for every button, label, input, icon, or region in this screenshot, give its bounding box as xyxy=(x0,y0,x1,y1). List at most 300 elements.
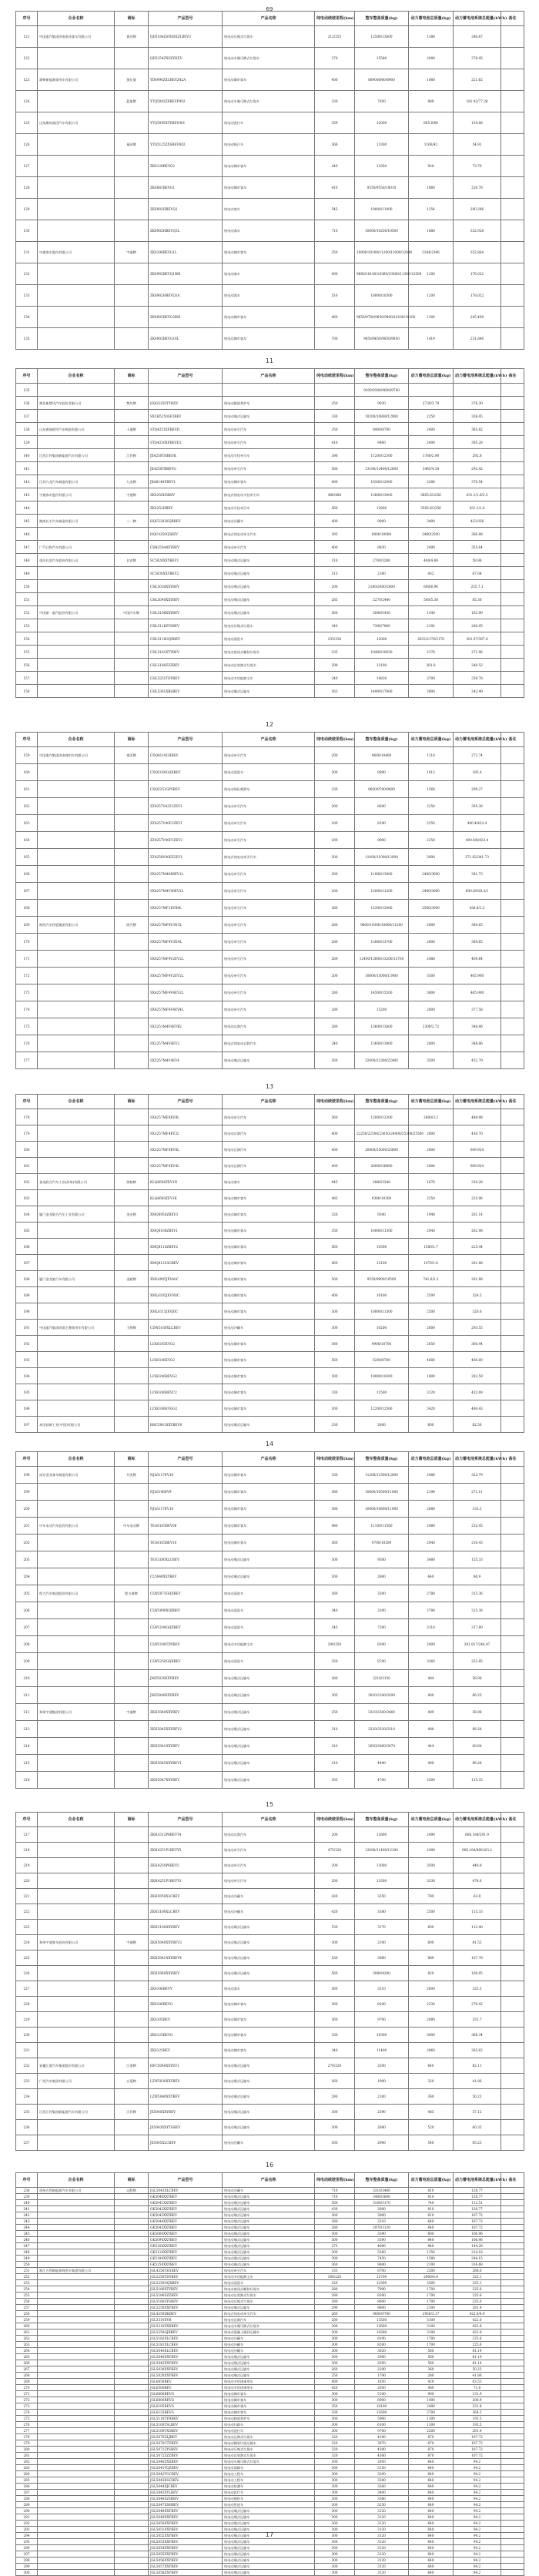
table-cell: 251 xyxy=(16,2268,38,2274)
table-cell: 200 xyxy=(315,832,355,849)
table-cell xyxy=(38,685,115,698)
table-cell: 204 xyxy=(16,1568,38,1585)
table-cell: 299.27 xyxy=(454,781,501,798)
table-cell: 4700 xyxy=(355,1772,409,1789)
table-cell: 纯电动厢式运输车 xyxy=(223,1704,315,1721)
table-cell: 2490 xyxy=(409,541,454,554)
table-cell: HQC4250Q5BEV xyxy=(149,528,223,541)
table-cell: 纯电动厢式运输车 xyxy=(223,2243,315,2249)
table-cell: 纯电动多用途乘用车 xyxy=(223,2379,315,2385)
table-cell: 137 xyxy=(16,410,38,423)
table-cell xyxy=(38,659,115,672)
table-cell xyxy=(501,436,524,449)
table-row xyxy=(16,2348,524,2354)
table-cell: 166 xyxy=(16,866,38,883)
table-cell xyxy=(501,1904,524,1920)
column-header: 商标 xyxy=(115,12,149,26)
table-cell: 710 xyxy=(315,2188,355,2194)
table-cell: 2880/3340 xyxy=(355,1174,409,1190)
table-cell xyxy=(38,1535,115,1551)
inventory-table xyxy=(15,11,524,350)
table-cell: 460 xyxy=(315,307,355,328)
table-row xyxy=(16,2354,524,2360)
table-cell: 500 xyxy=(315,1271,355,1287)
table-row xyxy=(16,672,524,685)
table-cell: 146 xyxy=(16,528,38,541)
table-cell: 640 xyxy=(409,2490,454,2496)
table-cell: 纯电动厢式运输车 xyxy=(223,1052,315,1069)
table-cell: 纯电动绿化喷洒车 xyxy=(223,781,315,798)
table-cell xyxy=(501,1239,524,1255)
table-cell: 300 xyxy=(315,2200,355,2206)
table-row xyxy=(16,449,524,462)
table-cell xyxy=(501,112,524,134)
table-cell: 134 xyxy=(16,307,38,328)
table-cell: LCK6106BEVG2 xyxy=(149,1368,223,1384)
table-cell xyxy=(115,2471,149,2477)
table-cell: 纯电动自卸汽车 xyxy=(223,2317,315,2323)
table-cell: 纯电动多功能抑尘车 xyxy=(223,672,315,685)
table-cell xyxy=(501,1704,524,1721)
table-cell: 280 xyxy=(315,984,355,1001)
table-cell: 9500 xyxy=(355,1551,409,1568)
table-cell: 98.28 xyxy=(454,1755,501,1772)
table-cell: JGL5310ZXXBEV xyxy=(149,2323,223,2329)
table-cell: 纯电动吸污车 xyxy=(223,134,315,156)
table-cell: 208.9 xyxy=(454,2397,501,2403)
table-cell: 15200 xyxy=(355,1001,409,1018)
table-cell: 246.67 xyxy=(454,26,501,48)
table-cell: 3120 xyxy=(409,1384,454,1400)
column-header: 纯电动续驶里程(km) xyxy=(315,1452,355,1467)
table-cell: 纯电动厢式运输车 xyxy=(223,2527,315,2533)
table-cell: 中国重汽集团济南商用车有限公司 xyxy=(38,747,115,764)
table-cell: 94.2 xyxy=(454,2570,501,2576)
table-cell xyxy=(501,1501,524,1518)
table-cell: 200 xyxy=(315,883,355,900)
table-cell xyxy=(38,2496,115,2502)
table-cell: 252 xyxy=(16,2274,38,2280)
table-cell: 315.36 xyxy=(454,1602,501,1619)
table-cell: 10000/10300 xyxy=(355,1368,409,1384)
table-cell: 184 xyxy=(16,1206,38,1223)
table-cell: 5100 xyxy=(355,2391,409,2397)
table-cell: 5900 xyxy=(355,2416,409,2422)
table-cell xyxy=(38,2219,115,2225)
table-row xyxy=(16,764,524,781)
table-cell: 3200 xyxy=(355,2471,409,2477)
table-cell: 9600/9700/9800 xyxy=(355,781,409,798)
table-cell: ZKH5041XXYBEV xyxy=(149,1738,223,1755)
table-cell: 9050/9650/9850/9850 xyxy=(355,328,409,350)
table-row xyxy=(16,1670,524,1687)
table-cell: 纯电动牵引汽车 xyxy=(223,436,315,449)
table-cell: 纯电动客车 xyxy=(223,220,315,242)
table-cell: 12300/13000 xyxy=(355,900,409,917)
table-cell: 江淮牌 xyxy=(115,2058,149,2074)
table-cell: ZZ4257V40F1ZEV2 xyxy=(149,832,223,849)
table-cell xyxy=(501,659,524,672)
table-row xyxy=(16,2379,524,2385)
table-row xyxy=(16,646,524,659)
table-cell: 纯电动冷藏车 xyxy=(223,2135,315,2151)
table-cell: 纯电动自卸汽车 xyxy=(223,1125,315,1142)
table-cell xyxy=(115,1551,149,1568)
table-cell: 900 xyxy=(409,2391,454,2397)
table-cell: JGL5041TQZBEV xyxy=(149,2465,223,2471)
table-cell: 8100 xyxy=(355,2336,409,2342)
table-cell: 纯电动多功能抑尘车 xyxy=(223,1636,315,1653)
table-row xyxy=(16,1035,524,1052)
table-cell: JGL5046XZHBEV xyxy=(149,2496,223,2502)
table-cell: 400 xyxy=(315,541,355,554)
table-cell xyxy=(38,2477,115,2484)
table-cell xyxy=(501,685,524,698)
table-cell: 115.33 xyxy=(454,1772,501,1789)
table-cell: 1700 xyxy=(409,2293,454,2299)
table-cell xyxy=(38,2012,115,2028)
table-cell: 纯电动冷藏车 xyxy=(223,2336,315,2342)
table-row xyxy=(16,900,524,917)
table-cell: 422.8/4.9 xyxy=(454,2311,501,2317)
table-cell: 58.98 xyxy=(454,554,501,567)
table-cell: 488 xyxy=(409,1721,454,1738)
table-cell xyxy=(501,2521,524,2527)
table-cell: 240 xyxy=(315,1035,355,1052)
table-cell xyxy=(115,2477,149,2484)
table-cell: 171 xyxy=(16,951,38,968)
table-cell: 九龙牌 xyxy=(115,475,149,488)
table-cell: 13600/13800 xyxy=(355,1035,409,1052)
table-row xyxy=(16,659,524,672)
table-row xyxy=(16,815,524,832)
table-cell: 2600 xyxy=(355,1568,409,1585)
table-cell: 400 xyxy=(315,515,355,528)
table-row xyxy=(16,883,524,900)
table-cell xyxy=(38,2342,115,2348)
table-cell: SX3257MF4EV2L xyxy=(149,1125,223,1142)
table-cell: 228 xyxy=(16,1997,38,2012)
table-cell: XMQ6125AGBEV xyxy=(149,1255,223,1271)
table-cell: 3150 xyxy=(355,2465,409,2471)
table-cell: 纯电动车厢可卸式垃圾车 xyxy=(223,48,315,69)
table-row xyxy=(16,1125,524,1142)
table-cell: CL5040XXYBEV xyxy=(149,1568,223,1585)
page-number: 11 xyxy=(265,357,274,364)
table-row xyxy=(16,1602,524,1619)
table-cell: 280 xyxy=(315,1018,355,1035)
table-cell: 243 xyxy=(16,2219,38,2225)
table-cell xyxy=(115,2237,149,2243)
table-cell: 133 xyxy=(16,285,38,307)
table-cell: 2580/3000 xyxy=(409,900,454,917)
table-row xyxy=(16,1981,524,1997)
table-cell: GK5042XXYBEV xyxy=(149,2206,223,2212)
column-header: 企业名称 xyxy=(38,1095,115,1109)
table-cell: 9000 xyxy=(355,832,409,849)
column-header: 备注 xyxy=(501,1813,524,1827)
table-cell: 58.98 xyxy=(454,1704,501,1721)
table-cell: 纯电动客车 xyxy=(223,1174,315,1190)
table-row xyxy=(16,2329,524,2336)
table-cell: 2400 xyxy=(409,2403,454,2410)
table-cell xyxy=(38,2336,115,2342)
table-cell xyxy=(38,2545,115,2551)
table-cell: 纯电动牵引汽车 xyxy=(223,1843,315,1858)
table-cell: 纯电动牵引汽车 xyxy=(223,968,315,984)
table-cell: 300 xyxy=(315,2484,355,2490)
table-row xyxy=(16,2416,524,2422)
table-cell: 294 xyxy=(16,2533,38,2539)
table-cell xyxy=(501,2342,524,2348)
table-cell: 121 xyxy=(16,26,38,48)
table-cell xyxy=(501,2317,524,2323)
table-cell xyxy=(501,242,524,263)
column-header: 产品名称 xyxy=(223,1813,315,1827)
table-cell: 810 xyxy=(409,2188,454,2194)
table-row xyxy=(16,177,524,199)
table-cell: 程力汽车集团股份有限公司 xyxy=(38,1585,115,1602)
table-cell xyxy=(38,1966,115,1981)
table-cell: 14300 xyxy=(355,2329,409,2336)
table-cell: 820 xyxy=(409,1966,454,1981)
table-cell: 8830 xyxy=(355,541,409,554)
table-cell: 263 xyxy=(16,2342,38,2348)
table-cell: 13000 xyxy=(355,1858,409,1873)
table-cell: 3300 xyxy=(409,968,454,984)
table-cell: 270 xyxy=(16,2385,38,2391)
table-cell xyxy=(38,632,115,646)
table-cell xyxy=(115,1619,149,1636)
table-cell xyxy=(38,2558,115,2564)
table-cell: 6200/6700 xyxy=(355,1352,409,1368)
table-cell: 纯电动冷藏车 xyxy=(223,1889,315,1904)
table-cell: NJL6117EV10 xyxy=(149,1501,223,1518)
table-cell: 94.2 xyxy=(454,2502,501,2508)
table-cell: 7300/7800 xyxy=(355,619,409,632)
table-row xyxy=(16,26,524,48)
table-cell: 94.2 xyxy=(454,2539,501,2545)
table-cell: 纯电动厢式运输车 xyxy=(223,567,315,580)
table-row xyxy=(16,2342,524,2348)
table-row xyxy=(16,528,524,541)
table-cell: 189 xyxy=(16,1287,38,1303)
table-cell xyxy=(115,764,149,781)
column-header: 整车整备质量(kg) xyxy=(355,1452,409,1467)
table-cell: 560 xyxy=(315,1352,355,1368)
table-row xyxy=(16,2135,524,2151)
table-cell: ZKH5040XXYBEV xyxy=(149,1704,223,1721)
table-cell xyxy=(501,1619,524,1636)
table-cell: 13500 xyxy=(355,2317,409,2323)
table-cell: 94.2 xyxy=(454,2471,501,2477)
table-cell: 406.00 xyxy=(454,1352,501,1368)
table-row xyxy=(16,2262,524,2268)
table-row xyxy=(16,1206,524,1223)
table-cell: 9700 xyxy=(355,2012,409,2028)
table-cell: 纯电动牵引汽车 xyxy=(223,832,315,849)
table-cell xyxy=(115,2465,149,2471)
table-cell xyxy=(115,1018,149,1035)
table-cell: 149 xyxy=(16,567,38,580)
table-cell: 172 xyxy=(16,968,38,984)
column-header: 产品名称 xyxy=(223,369,315,384)
table-cell xyxy=(38,1687,115,1704)
table-cell: 325.1 xyxy=(454,2280,501,2286)
table-cell: 纯电动厢式运输车 xyxy=(223,2545,315,2551)
table-cell: 1580/1.7 xyxy=(409,1239,454,1255)
table-cell xyxy=(115,2329,149,2336)
table-cell: 320 xyxy=(315,2434,355,2440)
table-cell: 216.43 xyxy=(454,1535,501,1551)
table-cell xyxy=(115,2434,149,2440)
table-cell: 232 xyxy=(16,2058,38,2074)
table-cell: ZK6902HBEVQ1 xyxy=(149,199,223,220)
table-cell: 纯电动厢式运输车 xyxy=(223,1935,315,1950)
table-cell: 1300 xyxy=(409,2422,454,2428)
table-cell: QD5254ZXSEYHEV xyxy=(149,48,223,69)
table-cell: 陕汽牌 xyxy=(115,917,149,934)
table-cell: SX4257M404BEV1L xyxy=(149,866,223,883)
table-cell: 江西江铃集团新能源汽车有限公司 xyxy=(38,2105,115,2120)
table-cell: 纯电动客车 xyxy=(223,285,315,307)
table-cell: 54.91 xyxy=(454,134,501,156)
table-cell xyxy=(38,220,115,242)
table-cell: 400 xyxy=(315,475,355,488)
table-cell: 纯电动厢式运输车 xyxy=(223,2206,315,2212)
table-cell: 2198 xyxy=(409,1484,454,1501)
table-cell: 107.72 xyxy=(454,2225,501,2231)
table-cell: 840 xyxy=(409,2243,454,2249)
table-cell: 242.49 xyxy=(454,685,501,698)
table-row xyxy=(16,2231,524,2237)
table-cell: 300 xyxy=(315,1400,355,1417)
table-cell: 福田牌 xyxy=(115,134,149,156)
table-cell xyxy=(501,2354,524,2360)
table-cell: 2800 xyxy=(409,1158,454,1174)
table-cell: 250 xyxy=(16,2262,38,2268)
table-cell: 186 xyxy=(16,1239,38,1255)
table-cell xyxy=(115,1035,149,1052)
table-cell: 3390 xyxy=(355,2237,409,2243)
table-cell: 640 xyxy=(409,2502,454,2508)
table-cell: 400 xyxy=(315,1125,355,1142)
table-cell: 3500 xyxy=(409,1052,454,1069)
table-cell: CLW5090XQXBEV xyxy=(149,1602,223,1619)
table-cell: 135 xyxy=(16,384,38,397)
table-cell: 纯电动厢式运输车 xyxy=(223,2366,315,2373)
table-cell: 2270/2440 xyxy=(355,593,409,606)
table-cell: SX3257MF4EV8L xyxy=(149,1142,223,1158)
table-cell xyxy=(38,866,115,883)
table-cell: 176 xyxy=(16,1035,38,1052)
table-cell: 3220/3320/3310 xyxy=(355,1721,409,1738)
table-cell: 710 xyxy=(315,220,355,242)
table-cell: ZK4250H5BEV xyxy=(149,488,223,501)
table-cell: 12700 xyxy=(355,2274,409,2280)
table-cell xyxy=(501,1653,524,1670)
table-cell: 370.54 xyxy=(454,475,501,488)
table-cell: 300 xyxy=(315,2539,355,2545)
column-header: 纯电动续驶里程(km) xyxy=(315,12,355,26)
table-cell xyxy=(501,2323,524,2329)
table-cell: 94.2 xyxy=(454,2496,501,2502)
table-cell: 12500 xyxy=(355,1384,409,1400)
table-cell: 纯电动城市客车 xyxy=(223,2397,315,2403)
table-cell: 厦门金龙联合汽车工业有限公司 xyxy=(38,1206,115,1223)
table-cell: 纯电动城市客车 xyxy=(223,1239,315,1255)
table-cell: 2500 xyxy=(409,1772,454,1789)
table-cell: 3110 xyxy=(409,1619,454,1636)
table-cell: 225 xyxy=(16,1950,38,1966)
table-cell: 2800 xyxy=(409,1142,454,1158)
table-cell: 7990 xyxy=(355,2286,409,2293)
table-cell: 58.98 xyxy=(454,1670,501,1687)
table-cell: 300 xyxy=(315,1935,355,1950)
table-row xyxy=(16,2286,524,2293)
table-cell: 12800 xyxy=(355,501,409,515)
table-cell: 纯电动城市客车 xyxy=(223,1255,315,1271)
table-cell: 840 xyxy=(409,2237,454,2243)
table-cell: 300 xyxy=(315,2502,355,2508)
table-cell: 4100 xyxy=(355,2434,409,2440)
table-row xyxy=(16,2274,524,2280)
table-cell: 金旅牌 xyxy=(115,1271,149,1287)
table-cell xyxy=(38,1568,115,1585)
table-cell: 2200 xyxy=(409,2428,454,2434)
table-cell: 232.45 xyxy=(454,1518,501,1535)
table-cell: 225.44 xyxy=(454,1239,501,1255)
table-row xyxy=(16,1287,524,1303)
table-cell: 300 xyxy=(315,1568,355,1585)
table-row xyxy=(16,1843,524,1858)
table-cell: 2178 xyxy=(409,646,454,659)
table-cell xyxy=(115,1738,149,1755)
table-cell: 纯电动医疗车 xyxy=(223,2490,315,2496)
table-cell: 432 xyxy=(409,567,454,580)
table-cell: 290 xyxy=(315,2305,355,2311)
table-cell: 3665.6/3256 xyxy=(409,488,454,501)
table-row xyxy=(16,554,524,567)
table-cell: JGL5040ZXXBEV xyxy=(149,2459,223,2465)
table-cell xyxy=(38,2317,115,2323)
table-cell: ZK6902HBEVQ3L xyxy=(149,220,223,242)
table-cell xyxy=(501,832,524,849)
table-cell: JGL5057XXYBEV xyxy=(149,2564,223,2570)
table-cell xyxy=(501,849,524,866)
table-cell: 1700 xyxy=(355,2373,409,2379)
table-cell: LCK6105EVG2 xyxy=(149,1336,223,1352)
table-cell: 98.28 xyxy=(454,1721,501,1738)
table-cell: 281.4 xyxy=(454,2428,501,2434)
table-cell xyxy=(501,2391,524,2397)
table-cell xyxy=(115,1368,149,1384)
table-cell: 纯电动城市客车 xyxy=(223,1501,315,1518)
table-cell xyxy=(501,764,524,781)
table-cell: CDW5160XLCBEV xyxy=(149,1320,223,1336)
table-cell: 125 xyxy=(16,112,38,134)
table-cell xyxy=(501,1602,524,1619)
table-cell: 厦门金龙旅行车有限公司 xyxy=(38,1271,115,1287)
table-cell xyxy=(501,397,524,410)
table-cell: 480 xyxy=(315,1518,355,1535)
table-cell xyxy=(38,2305,115,2311)
table-cell xyxy=(501,554,524,567)
table-cell xyxy=(115,2135,149,2151)
table-cell xyxy=(115,1484,149,1501)
table-cell: 360 xyxy=(315,1535,355,1551)
table-cell: 纯电动牵引汽车 xyxy=(223,1109,315,1125)
